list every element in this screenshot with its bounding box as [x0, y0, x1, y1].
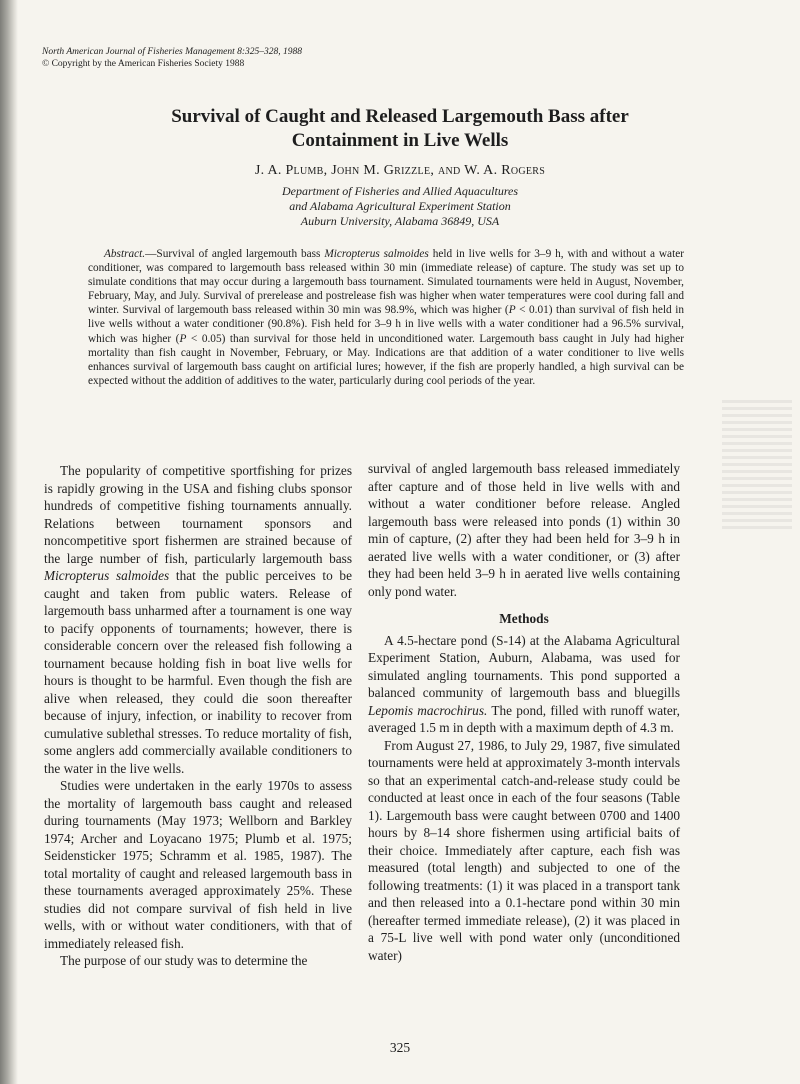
author-1-last: Plumb	[285, 163, 324, 178]
methods-paragraph-2: From August 27, 1986, to July 29, 1987, five simulated tournaments were held at approximately 3-month intervals so that an experimental catch-and-release study could be conducted at least once in each of the four seasons (Table 1). Largemouth bass were caught between 0700 and 1400 hours by 8–14 shore fishermen using artificial baits of their choice. Immediately after capture, each fish was measured (total length) and subjected to one of the following treatments: (1) it was placed in a transport tank and then released into a 0.1-hectare pond within 30 min (hereafter termed immediate release), (2) it was placed in a 75-L live well with pond water only (unconditioned water)	[368, 737, 680, 963]
intro-p1-species: Micropterus salmoides	[44, 568, 170, 583]
methods-p1-text-b: The pond, filled with runoff water, averaged 1.5 m in depth with a maximum depth of 4.3 m.	[368, 702, 680, 735]
author-1-initials: J. A.	[254, 163, 286, 178]
abstract-p-value-1: P	[508, 304, 516, 317]
copyright-line: © Copyright by the American Fisheries Society 1988	[42, 59, 245, 69]
abstract-label: Abstract.	[104, 248, 146, 260]
abstract	[88, 247, 684, 388]
methods-p1-species: Lepomis macrochirus.	[368, 702, 488, 718]
abstract-text-4: < 0.05) than survival for those held in unconditioned water. Largemouth bass caught in July had higher mortality than fish caught in November, February, or May. Indications are that addition of a water conditioner to live wells enhances survival of largemouth bass caught on artificial lures; however, if the fish are properly handled, a high survival can be expected without the addition of additives to the water, particularly during cool periods of the year.	[88, 332, 684, 387]
right-column	[368, 460, 680, 964]
affiliation	[0, 184, 800, 229]
author-3-initials: W. A.	[460, 163, 502, 178]
methods-p1-text-a: A 4.5-hectare pond (S-14) at the Alabama Agricultural Experiment Station, Auburn, Alabama, was used for simulated angling tournaments. This pond supported a balanced community of largemouth bass and bluegills	[368, 632, 680, 700]
abstract-text-1: —Survival of angled largemouth bass	[145, 248, 325, 260]
abstract-paragraph	[88, 247, 684, 388]
abstract-text-3: < 0.01) than survival of fish held in live wells without a water conditioner (90.8%). Fish held for 3–9 h in live wells with a water conditioner had a 96.5% survival, which was higher (	[88, 304, 684, 345]
journal-citation: North American Journal of Fisheries Management 8:325–328, 1988	[42, 47, 302, 57]
affiliation-line-2: and Alabama Agricultural Experiment Station	[289, 199, 511, 213]
intro-paragraph-2: Studies were undertaken in the early 1970s to assess the mortality of largemouth bass caught and released during tournaments (May 1973; Wellborn and Barkley 1974; Archer and Loyacano 1975; Plumb et al. 1975; Seidensticker 1975; Schramm et al. 1985, 1987). The total mortality of caught and released largemouth bass in these tournaments averaged approximately 25%. These studies did not compare survival of fish held in live wells, with or without water conditioners, with that of immediately released fish.	[44, 778, 352, 951]
author-2-first: John M.	[331, 163, 384, 178]
author-list	[0, 163, 800, 179]
author-3-last: Rogers	[501, 163, 546, 178]
article-title	[0, 105, 800, 153]
intro-p1-text-a: The popularity of competitive sportfishing for prizes is rapidly growing in the USA and fishing clubs sponsor hundreds of competitive fishing tournaments annually. Relations between tournament sponsors and noncompetitive sport fishermen are strained because of the large number of fish, particularly largemouth bass	[44, 463, 352, 566]
methods-heading: Methods	[499, 611, 549, 626]
left-column	[44, 462, 352, 970]
journal-header	[42, 46, 302, 70]
abstract-species: Micropterus salmoides	[324, 248, 429, 260]
page-number: 325	[389, 1040, 411, 1055]
abstract-p-value-2: P	[179, 332, 187, 345]
methods-paragraph-1	[368, 632, 680, 737]
author-sep-1: ,	[323, 163, 332, 178]
intro-paragraph-1	[44, 462, 352, 777]
author-and: and	[438, 163, 461, 178]
intro-paragraph-3: The purpose of our study was to determine the	[60, 953, 308, 968]
abstract-text-2: held in live wells for 3–9 h, with and without a water conditioner, was compared to largemouth bass released within 30 min (immediate release) of capture. The study was set up to simulate conditions that may occur during a largemouth bass tournament. Simulated tournaments were held in August, November, February, May, and July. Survival of prerelease and postrelease fish was higher when water temperatures were cool during fall and winter. Survival of largemouth bass released within 30 min was 98.9%, which was higher (	[88, 248, 684, 317]
intro-p1-text-b: that the public perceives to be caught and taken from public waters. Release of largemouth bass unharmed after a tournament is one way to pacify opponents of tournaments; however, there is considerable concern over the released fish following a tournament because holding fish in boat live wells for hours is thought to be harmful. Even though the fish are alive when released, they could die soon thereafter because of injury, infection, or inability to recover from cumulative sublethal stresses. To reduce mortality of fish, some anglers add commercially available conditioners to the water in the live wells.	[44, 568, 352, 776]
scan-artifact	[722, 400, 792, 530]
title-line-2: Containment in Live Wells	[291, 130, 509, 151]
intro-paragraph-continued: survival of angled largemouth bass released immediately after capture and of those held in live wells with and without a water conditioner before release. Angled largemouth bass were released into ponds (1) within 30 min of capture, (2) after they had been held for 3–9 h in aerated live wells with a water conditioner, or (3) after they had been held 3–9 h in aerated live wells containing only pond water.	[368, 461, 680, 599]
title-line-1: Survival of Caught and Released Largemouth Bass after	[171, 106, 629, 127]
affiliation-line-1: Department of Fisheries and Allied Aquacultures	[281, 184, 519, 198]
author-2-last: Grizzle	[383, 163, 431, 178]
author-sep-2: ,	[430, 163, 438, 178]
affiliation-line-3: Auburn University, Alabama 36849, USA	[300, 214, 500, 228]
